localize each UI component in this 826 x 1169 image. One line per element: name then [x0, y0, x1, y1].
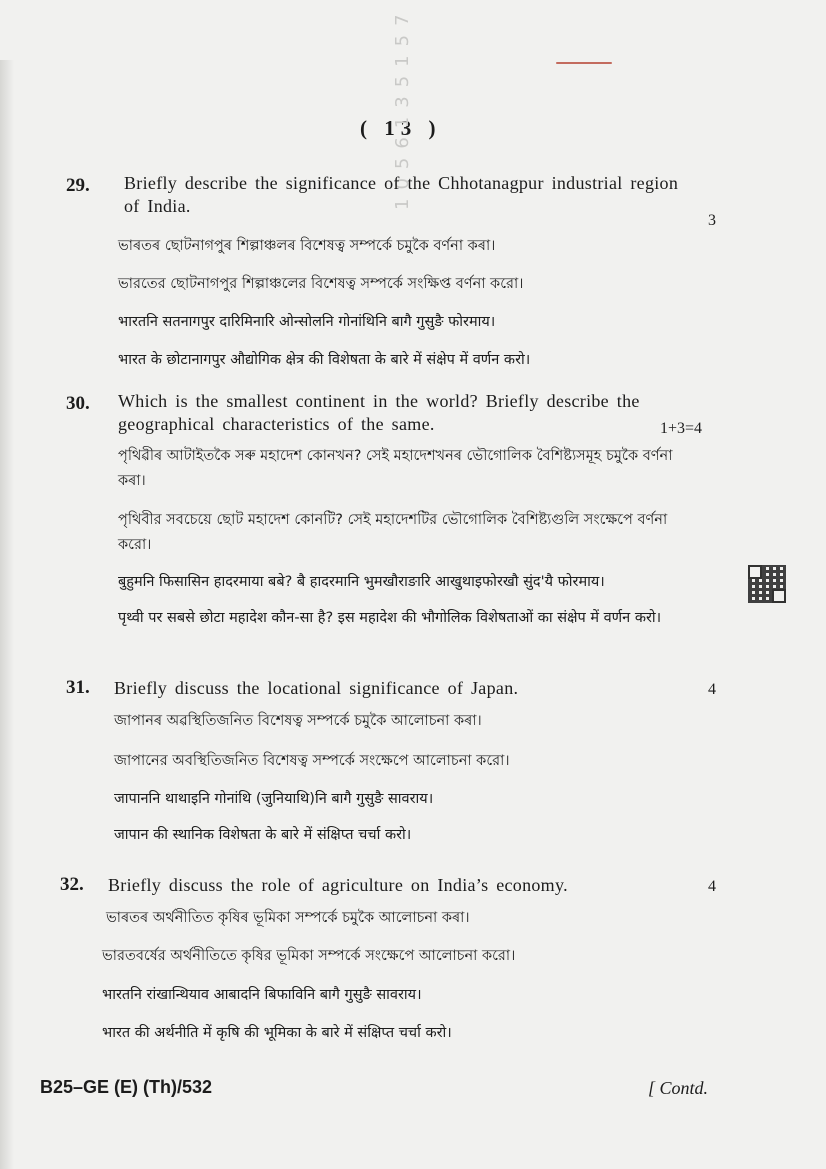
question-assamese: পৃথিৱীৰ আটাইতকৈ সৰু মহাদেশ কোনখন? সেই মহাদেশখনৰ ভৌগোলিক বৈশিষ্ট্যসমূহ চমুকৈ বৰ্ণনা কৰা। [118, 448, 673, 489]
question-number: 30. [66, 393, 90, 414]
question-hindi: पृथ्वी पर सबसे छोटा महादेश कौन-सा है? इस महादेश की भौगोलिक विशेषताओं का संक्षेप में वर्णन करो। [118, 610, 662, 626]
question-english: Briefly discuss the locational significance of Japan. [114, 678, 519, 698]
question-bodo: जापाननि थाथाइनि गोनांथि (जुनियाथि)नि बागै गुसुङै सावराय। [114, 791, 434, 807]
question-hindi: भारत के छोटानागपुर औद्योगिक क्षेत्र की विशेषता के बारे में संक्षेप में वर्णन करो। [118, 352, 531, 368]
paper-code: B25–GE (E) (Th)/532 [40, 1077, 213, 1097]
question-marks: 1+3=4 [660, 420, 703, 437]
qr-code-icon [748, 565, 786, 603]
question-english: Briefly describe the significance of the Chhotanagpur industrial region of India. [124, 173, 679, 216]
question-marks: 3 [708, 212, 716, 229]
watermark-number: 1056135157 [392, 5, 413, 210]
question-hindi: भारत की अर्थनीति में कृषि की भूमिका के बारे में संक्षिप्त चर्चा करो। [102, 1025, 452, 1041]
question-bengali: পৃথিবীর সবচেয়ে ছোট মহাদেশ কোনটি? সেই মহাদেশটির ভৌগোলিক বৈশিষ্ট্যগুলি সংক্ষেপে বর্ণনা করো। [118, 512, 668, 553]
question-bengali: জাপানের অবস্থিতিজনিত বিশেষত্ব সম্পর্কে সংক্ষেপে আলোচনা করো। [114, 753, 510, 769]
question-assamese: ভাৰতৰ ছোটনাগপুৰ শিল্পাঞ্চলৰ বিশেষত্ব সম্পৰ্কে চমুকৈ বৰ্ণনা কৰা। [118, 238, 496, 254]
page-edge-shadow [0, 60, 14, 1169]
question-number: 31. [66, 677, 90, 698]
question-number: 32. [60, 874, 84, 895]
question-bengali: ভারতের ছোটনাগপুর শিল্পাঞ্চলের বিশেষত্ব সম্পর্কে সংক্ষিপ্ত বর্ণনা করো। [118, 276, 524, 292]
question-assamese: জাপানৰ অৱস্থিতিজনিত বিশেষত্ব সম্পৰ্কে চমুকৈ আলোচনা কৰা। [114, 713, 482, 729]
question-english: Which is the smallest continent in the world? Briefly describe the geographical characteristics of the same. [118, 391, 640, 434]
question-number: 29. [66, 175, 90, 196]
question-marks: 4 [708, 878, 716, 895]
continued-label: [ Contd. [648, 1078, 709, 1098]
question-bodo: बुहुमनि फिसासिन हादरमाया बबे? बै हादरमानि भुमखौराङारि आखुथाइफोरखौ सुंद'यै फोरमाय। [118, 574, 605, 590]
question-bengali: ভারতবর্ষের অর্থনীতিতে কৃষির ভূমিকা সম্পর্কে সংক্ষেপে আলোচনা করো। [102, 948, 516, 964]
question-marks: 4 [708, 681, 716, 698]
question-bodo: भारतनि सतनागपुर दारिमिनारि ओन्सोलनि गोनांथिनि बागै गुसुङै फोरमाय। [118, 314, 496, 330]
red-pen-mark [556, 62, 612, 64]
question-english: Briefly discuss the role of agriculture on India’s economy. [108, 875, 568, 895]
question-hindi: जापान की स्थानिक विशेषता के बारे में संक्षिप्त चर्चा करो। [114, 827, 412, 843]
question-bodo: भारतनि रांखान्थियाव आबादनि बिफाविनि बागै गुसुङै सावराय। [102, 987, 422, 1003]
page-number: ( 13 ) [360, 116, 442, 140]
question-assamese: ভাৰতৰ অৰ্থনীতিত কৃষিৰ ভূমিকা সম্পৰ্কে চমুকৈ আলোচনা কৰা। [106, 910, 470, 926]
